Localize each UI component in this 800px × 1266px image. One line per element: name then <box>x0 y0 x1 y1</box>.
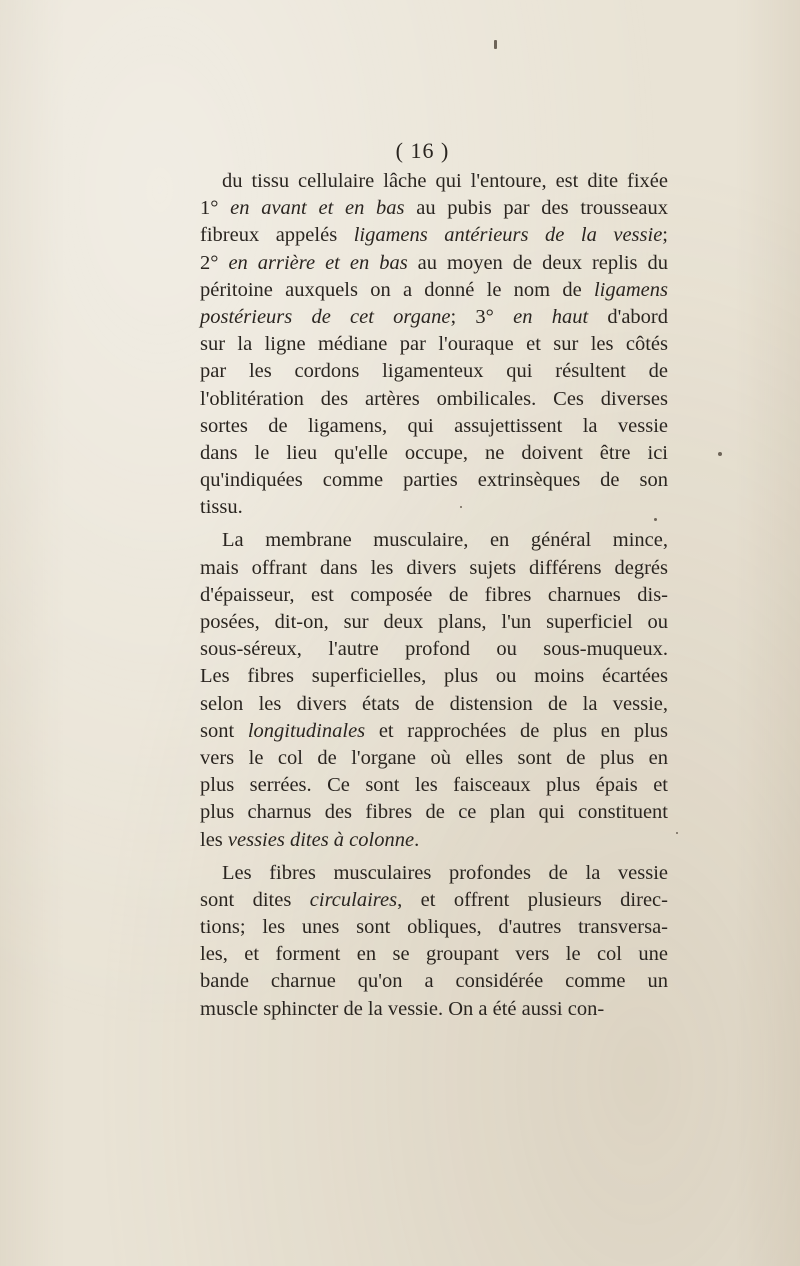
text-run: ; <box>662 224 668 247</box>
page-number: ( 16 ) <box>395 138 450 163</box>
paragraph <box>200 168 668 521</box>
text-run: vers le col de l'organe où elles sont de plus en <box>200 746 668 769</box>
paper-speck <box>654 518 657 521</box>
text-run: fibreux appelés <box>200 224 354 247</box>
text-line <box>200 222 668 249</box>
italic-phrase: en arrière et en bas <box>228 251 408 274</box>
text-line <box>200 168 668 195</box>
italic-phrase: longitudinales <box>247 719 366 742</box>
text-run: péritoine auxquels on a donné le nom de <box>200 278 594 301</box>
text-run: La membrane musculaire, en général mince, <box>222 529 668 552</box>
text-line <box>200 609 668 636</box>
italic-phrase: vessies dites à colonne <box>227 828 415 851</box>
text-line <box>200 494 668 521</box>
text-run: ; 3° <box>450 305 514 328</box>
text-line <box>200 358 668 385</box>
text-run: 1° <box>200 197 231 220</box>
text-run: au pubis par des trousseaux <box>404 197 669 220</box>
text-line <box>200 331 668 358</box>
text-line <box>200 860 668 887</box>
text-run: par les cordons ligamenteux qui résultent de <box>200 360 668 383</box>
text-run: les, et forment en se groupant vers le col une <box>200 943 668 966</box>
text-line <box>200 663 668 690</box>
text-line <box>200 636 668 663</box>
text-line <box>200 887 668 914</box>
italic-phrase: ligamens antérieurs de la vessie <box>353 224 663 247</box>
text-run: l'oblitération des artères ombilicales. Ces diverses <box>200 387 668 410</box>
text-run: sous-séreux, l'autre profond ou sous-muqueux. <box>200 638 668 661</box>
text-line <box>200 527 668 554</box>
text-run: sont dites <box>200 888 310 911</box>
text-run: . <box>414 828 420 851</box>
text-line <box>200 277 668 304</box>
text-run: sur la ligne médiane par l'ouraque et sur les côtés <box>200 333 668 356</box>
text-run: bande charnue qu'on a considérée comme un <box>200 970 668 993</box>
italic-phrase: en haut <box>513 305 589 328</box>
text-line <box>200 250 668 277</box>
italic-phrase: en avant et en bas <box>230 197 405 220</box>
text-line <box>200 582 668 609</box>
text-line <box>200 467 668 494</box>
text-line <box>200 914 668 941</box>
text-line <box>200 968 668 995</box>
text-run: posées, dit-on, sur deux plans, l'un superficiel ou <box>200 611 668 633</box>
text-run: dans le lieu qu'elle occupe, ne doivent être ici <box>200 441 668 464</box>
paper-speck <box>460 506 462 508</box>
text-run: au moyen de deux replis du <box>407 251 668 274</box>
text-run: d'abord <box>588 305 668 328</box>
text-run: tions; les unes sont obliques, d'autres transversa- <box>200 916 668 939</box>
text-line <box>200 691 668 718</box>
text-run: qu'indiquées comme parties extrinsèques de son <box>200 469 668 492</box>
text-line <box>200 386 668 413</box>
text-line <box>200 996 668 1023</box>
text-run: muscle sphincter de la vessie. On a été aussi con- <box>200 997 605 1020</box>
text-line <box>200 440 668 467</box>
text-run: du tissu cellulaire lâche qui l'entoure, est dite fixée <box>222 170 668 192</box>
text-run: selon les divers états de distension de la vessie, <box>200 692 668 715</box>
text-run: sortes de ligamens, qui assujettissent la vessie <box>200 414 668 437</box>
text-run: 2° <box>200 251 229 274</box>
text-run: tissu. <box>200 496 243 519</box>
text-run: sont <box>200 719 248 742</box>
text-line <box>200 304 668 331</box>
text-line <box>200 941 668 968</box>
text-line <box>200 827 668 854</box>
paragraph <box>200 860 668 1023</box>
text-line <box>200 799 668 826</box>
text-line <box>200 745 668 772</box>
text-line <box>200 195 668 222</box>
body-text <box>200 168 668 1023</box>
paper-speck <box>494 40 497 49</box>
text-run: mais offrant dans les divers sujets différens degrés <box>200 556 668 579</box>
italic-phrase: ligamens <box>593 278 668 301</box>
text-run: les <box>200 828 228 851</box>
text-run: d'épaisseur, est composée de fibres charnues dis- <box>200 583 668 606</box>
text-line <box>200 718 668 745</box>
text-line <box>200 413 668 440</box>
text-line <box>200 772 668 799</box>
text-line <box>200 555 668 582</box>
text-run: plus serrées. Ce sont les faisceaux plus épais et <box>200 774 668 797</box>
paper-speck <box>676 832 678 834</box>
paper-speck <box>718 452 722 456</box>
text-run: plus charnus des fibres de ce plan qui constituent <box>200 801 668 824</box>
paragraph <box>200 527 668 853</box>
text-run: , et offrent plusieurs direc- <box>397 888 668 911</box>
text-run: et rapprochées de plus en plus <box>365 719 668 742</box>
text-run: Les fibres musculaires profondes de la vessie <box>222 861 668 884</box>
text-run: Les fibres superficielles, plus ou moins écartées <box>200 665 668 688</box>
italic-phrase: postérieurs de cet organe <box>200 305 451 328</box>
italic-phrase: circulaires <box>309 888 398 911</box>
